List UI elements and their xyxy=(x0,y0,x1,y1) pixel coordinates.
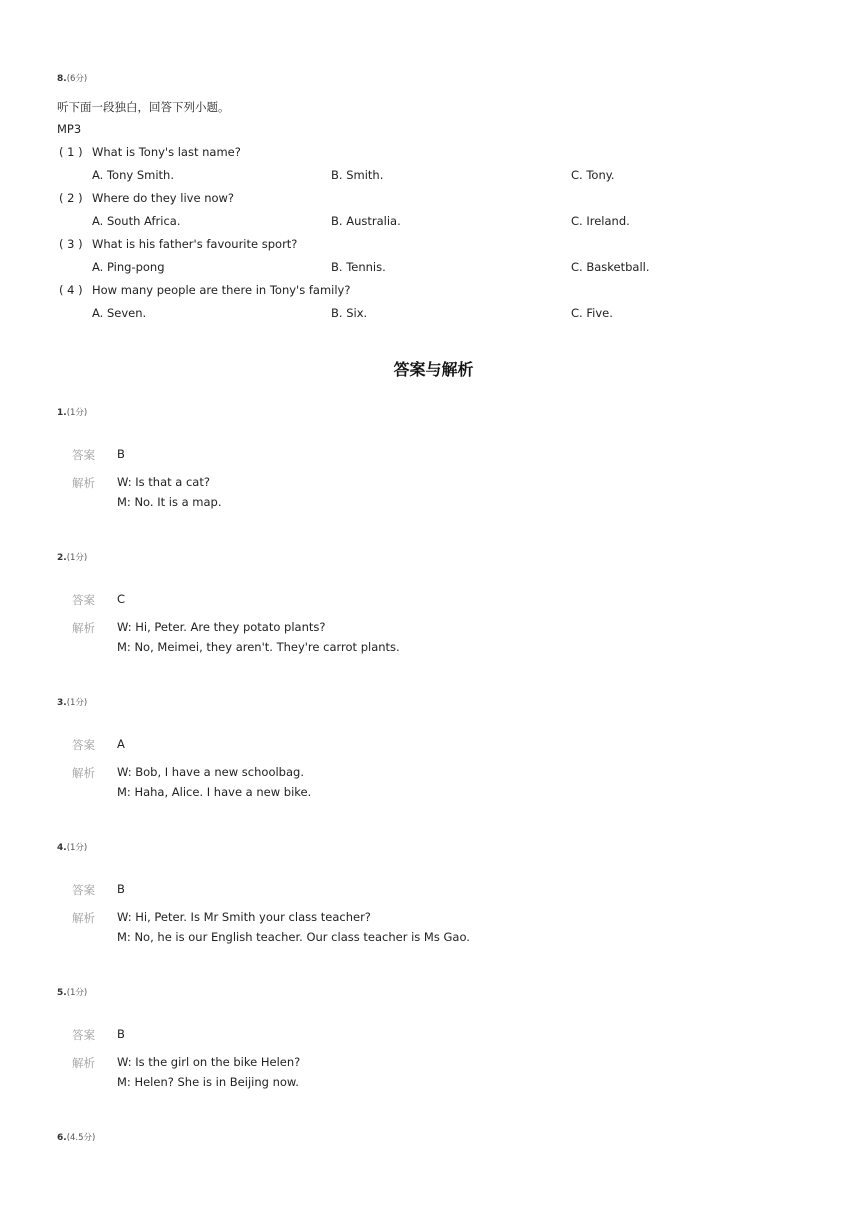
answer-2-header xyxy=(57,551,87,563)
question-number: 2. xyxy=(57,553,67,563)
question-number: 1. xyxy=(57,408,67,418)
analysis-line: M: Haha, Alice. I have a new bike. xyxy=(117,785,312,799)
question-points: (1分) xyxy=(66,988,88,998)
question-number: 5. xyxy=(57,988,67,998)
subquestion-1-number: ( 1 ) xyxy=(59,145,83,159)
question-points: (1分) xyxy=(66,698,88,708)
answer-value: C xyxy=(117,592,126,606)
analysis-line: M: No. It is a map. xyxy=(117,495,222,509)
question-points: (1分) xyxy=(66,843,88,853)
option-a[interactable]: A. Tony Smith. xyxy=(92,168,174,182)
question-points: (4.5分) xyxy=(66,1133,96,1143)
analysis-label: 解析 xyxy=(72,766,95,780)
subquestion-4-number: ( 4 ) xyxy=(59,283,83,297)
analysis-line: M: No, Meimei, they aren't. They're carrot plants. xyxy=(117,640,400,654)
answer-6-header xyxy=(57,1131,95,1143)
answer-label: 答案 xyxy=(72,738,95,752)
option-a[interactable]: A. Ping-pong xyxy=(92,260,165,274)
question-8-header xyxy=(57,72,87,84)
option-b[interactable]: B. Six. xyxy=(331,306,368,320)
option-a[interactable]: A. South Africa. xyxy=(92,214,181,228)
analysis-line: W: Hi, Peter. Is Mr Smith your class teacher? xyxy=(117,910,371,924)
subquestion-2-number: ( 2 ) xyxy=(59,191,83,205)
analysis-label: 解析 xyxy=(72,621,95,635)
option-b[interactable]: B. Australia. xyxy=(331,214,401,228)
analysis-line: W: Is the girl on the bike Helen? xyxy=(117,1055,301,1069)
answer-5-header xyxy=(57,986,87,998)
analysis-line: W: Hi, Peter. Are they potato plants? xyxy=(117,620,326,634)
answer-value: A xyxy=(117,737,125,751)
question-points: (6分) xyxy=(66,74,88,84)
analysis-line: W: Bob, I have a new schoolbag. xyxy=(117,765,304,779)
answer-4-header xyxy=(57,841,87,853)
question-number: 3. xyxy=(57,698,67,708)
question-number: 6. xyxy=(57,1133,67,1143)
section-title: 答案与解析 xyxy=(393,360,474,379)
subquestion-2-text: Where do they live now? xyxy=(92,191,235,205)
option-c[interactable]: C. Five. xyxy=(571,306,613,320)
answer-label: 答案 xyxy=(72,593,95,607)
analysis-label: 解析 xyxy=(72,476,95,490)
answer-value: B xyxy=(117,1027,125,1041)
audio-label[interactable]: MP3 xyxy=(57,122,82,136)
option-c[interactable]: C. Ireland. xyxy=(571,214,630,228)
answer-label: 答案 xyxy=(72,883,95,897)
option-b[interactable]: B. Tennis. xyxy=(331,260,386,274)
option-c[interactable]: C. Basketball. xyxy=(571,260,650,274)
question-points: (1分) xyxy=(66,553,88,563)
question-instruction: 听下面一段独白，回答下列小题。 xyxy=(57,100,230,114)
analysis-line: M: No, he is our English teacher. Our class teacher is Ms Gao. xyxy=(117,930,470,944)
answer-value: B xyxy=(117,882,125,896)
question-points: (1分) xyxy=(66,408,88,418)
answer-label: 答案 xyxy=(72,1028,95,1042)
answer-value: B xyxy=(117,447,125,461)
answer-label: 答案 xyxy=(72,448,95,462)
question-number: 4. xyxy=(57,843,67,853)
subquestion-3-text: What is his father's favourite sport? xyxy=(92,237,298,251)
subquestion-3-number: ( 3 ) xyxy=(59,237,83,251)
subquestion-4-text: How many people are there in Tony's family? xyxy=(92,283,351,297)
option-a[interactable]: A. Seven. xyxy=(92,306,147,320)
subquestion-1-text: What is Tony's last name? xyxy=(92,145,241,159)
answer-1-header xyxy=(57,406,87,418)
analysis-label: 解析 xyxy=(72,1056,95,1070)
option-b[interactable]: B. Smith. xyxy=(331,168,384,182)
analysis-line: M: Helen? She is in Beijing now. xyxy=(117,1075,299,1089)
analysis-line: W: Is that a cat? xyxy=(117,475,210,489)
analysis-label: 解析 xyxy=(72,911,95,925)
option-c[interactable]: C. Tony. xyxy=(571,168,615,182)
answer-3-header xyxy=(57,696,87,708)
question-number: 8. xyxy=(57,74,67,84)
